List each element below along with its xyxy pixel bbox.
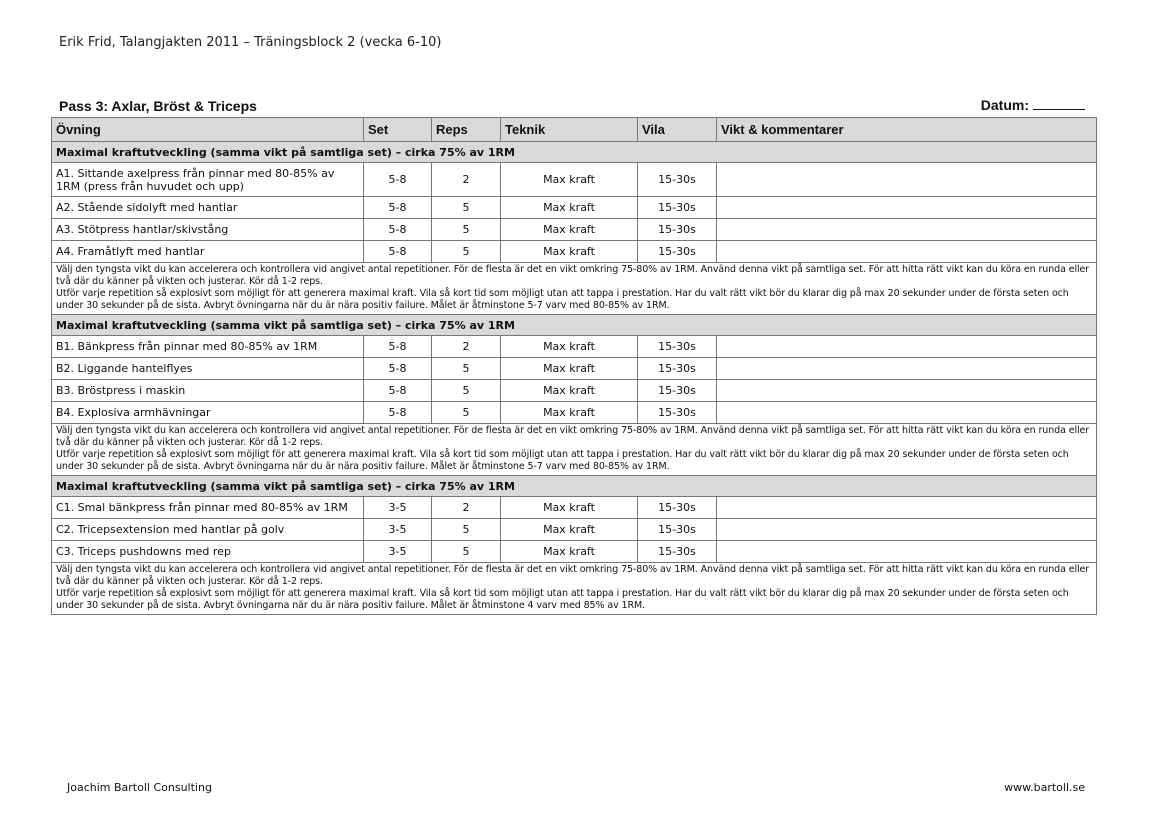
exercise-name: A4. Framåtlyft med hantlar <box>52 241 364 263</box>
set-cell: 3-5 <box>364 497 432 519</box>
set-cell: 3-5 <box>364 519 432 541</box>
col-header-comments: Vikt & kommentarer <box>717 118 1097 142</box>
set-cell: 5-8 <box>364 241 432 263</box>
table-row <box>52 380 1097 402</box>
set-cell: 5-8 <box>364 219 432 241</box>
reps-cell: 5 <box>432 519 501 541</box>
rest-cell: 15-30s <box>638 402 717 424</box>
instructions-execution: Utför varje repetition så explosivt som möjligt för att generera maximal kraft. Vila så kort tid som möjligt utan att tappa i prestation. Har du valt rätt vikt bör du klarar dig på max 20 sekunder under de första seten och under 30 sekunder på de sista. Avbryt övningarna när du är nära positiv failure. Målet är åtminstone 5-7 varv med 80-85% av 1RM. <box>56 288 1069 311</box>
instructions-weight: Välj den tyngsta vikt du kan accelerera och kontrollera vid angivet antal repetitioner. För de flesta är det en vikt omkring 75-80% av 1RM. Använd denna vikt på samtliga set. För att hitta rätt vikt kan du köra en runda eller två där du känner på vikten och justerar. Kör då 1-2 reps. <box>56 425 1090 448</box>
technique-cell: Max kraft <box>501 219 638 241</box>
workout-table <box>51 117 1097 615</box>
table-row <box>52 519 1097 541</box>
reps-cell: 5 <box>432 380 501 402</box>
section-row <box>52 315 1097 336</box>
technique-cell: Max kraft <box>501 497 638 519</box>
comment-cell[interactable] <box>717 197 1097 219</box>
set-cell: 5-8 <box>364 163 432 197</box>
reps-cell: 5 <box>432 541 501 563</box>
rest-cell: 15-30s <box>638 336 717 358</box>
reps-cell: 5 <box>432 197 501 219</box>
technique-cell: Max kraft <box>501 519 638 541</box>
date-blank-line <box>1033 97 1085 110</box>
col-header-reps: Reps <box>432 118 501 142</box>
exercise-name: A2. Stående sidolyft med hantlar <box>52 197 364 219</box>
technique-cell: Max kraft <box>501 197 638 219</box>
reps-cell: 5 <box>432 219 501 241</box>
rest-cell: 15-30s <box>638 380 717 402</box>
table-row <box>52 197 1097 219</box>
date-field <box>981 97 1085 113</box>
comment-cell[interactable] <box>717 241 1097 263</box>
col-header-set: Set <box>364 118 432 142</box>
reps-cell: 5 <box>432 402 501 424</box>
set-cell: 5-8 <box>364 358 432 380</box>
col-header-exercise: Övning <box>52 118 364 142</box>
comment-cell[interactable] <box>717 380 1097 402</box>
instructions-cell <box>52 263 1097 315</box>
instructions-weight: Välj den tyngsta vikt du kan accelerera och kontrollera vid angivet antal repetitioner. För de flesta är det en vikt omkring 75-80% av 1RM. Använd denna vikt på samtliga set. För att hitta rätt vikt kan du köra en runda eller två där du känner på vikten och justerar. Kör då 1-2 reps. <box>56 564 1090 587</box>
section-title: Maximal kraftutveckling (samma vikt på samtliga set) – cirka 75% av 1RM <box>52 315 1097 336</box>
col-header-technique: Teknik <box>501 118 638 142</box>
col-header-rest: Vila <box>638 118 717 142</box>
technique-cell: Max kraft <box>501 163 638 197</box>
instructions-weight: Välj den tyngsta vikt du kan accelerera och kontrollera vid angivet antal repetitioner. För de flesta är det en vikt omkring 75-80% av 1RM. Använd denna vikt på samtliga set. För att hitta rätt vikt kan du köra en runda eller två där du känner på vikten och justerar. Kör då 1-2 reps. <box>56 264 1090 287</box>
comment-cell[interactable] <box>717 402 1097 424</box>
rest-cell: 15-30s <box>638 197 717 219</box>
comment-cell[interactable] <box>717 358 1097 380</box>
rest-cell: 15-30s <box>638 497 717 519</box>
exercise-name: A3. Stötpress hantlar/skivstång <box>52 219 364 241</box>
set-cell: 5-8 <box>364 380 432 402</box>
comment-cell[interactable] <box>717 541 1097 563</box>
rest-cell: 15-30s <box>638 541 717 563</box>
instructions-row <box>52 263 1097 315</box>
table-row <box>52 219 1097 241</box>
exercise-name: B3. Bröstpress i maskin <box>52 380 364 402</box>
comment-cell[interactable] <box>717 336 1097 358</box>
technique-cell: Max kraft <box>501 358 638 380</box>
footer-company: Joachim Bartoll Consulting <box>67 781 212 794</box>
exercise-name: B4. Explosiva armhävningar <box>52 402 364 424</box>
instructions-row <box>52 424 1097 476</box>
reps-cell: 2 <box>432 163 501 197</box>
technique-cell: Max kraft <box>501 402 638 424</box>
instructions-execution: Utför varje repetition så explosivt som möjligt för att generera maximal kraft. Vila så kort tid som möjligt utan att tappa i prestation. Har du valt rätt vikt bör du klarar dig på max 20 sekunder under de första seten och under 30 sekunder på de sista. Avbryt övningarna när du är nära positiv failure. Målet är åtminstone 5-7 varv med 80-85% av 1RM. <box>56 449 1069 472</box>
set-cell: 5-8 <box>364 197 432 219</box>
rest-cell: 15-30s <box>638 519 717 541</box>
comment-cell[interactable] <box>717 219 1097 241</box>
reps-cell: 2 <box>432 336 501 358</box>
set-cell: 5-8 <box>364 402 432 424</box>
instructions-cell <box>52 563 1097 615</box>
table-row <box>52 163 1097 197</box>
exercise-name: B1. Bänkpress från pinnar med 80-85% av 1RM <box>52 336 364 358</box>
table-row <box>52 497 1097 519</box>
exercise-name: A1. Sittande axelpress från pinnar med 80-85% av 1RM (press från huvudet och upp) <box>52 163 364 197</box>
exercise-name: C3. Triceps pushdowns med rep <box>52 541 364 563</box>
set-cell: 3-5 <box>364 541 432 563</box>
instructions-cell <box>52 424 1097 476</box>
table-row <box>52 541 1097 563</box>
reps-cell: 5 <box>432 358 501 380</box>
date-label: Datum: <box>980 97 1029 113</box>
table-row <box>52 336 1097 358</box>
section-row <box>52 142 1097 163</box>
rest-cell: 15-30s <box>638 358 717 380</box>
document-header: Erik Frid, Talangjakten 2011 – Träningsblock 2 (vecka 6-10) <box>59 35 442 50</box>
table-row <box>52 358 1097 380</box>
rest-cell: 15-30s <box>638 163 717 197</box>
instructions-row <box>52 563 1097 615</box>
section-title: Maximal kraftutveckling (samma vikt på samtliga set) – cirka 75% av 1RM <box>52 142 1097 163</box>
comment-cell[interactable] <box>717 163 1097 197</box>
reps-cell: 2 <box>432 497 501 519</box>
section-row <box>52 476 1097 497</box>
set-cell: 5-8 <box>364 336 432 358</box>
pass-title: Pass 3: Axlar, Bröst & Triceps <box>59 98 257 114</box>
section-title: Maximal kraftutveckling (samma vikt på samtliga set) – cirka 75% av 1RM <box>52 476 1097 497</box>
exercise-name: C2. Tricepsextension med hantlar på golv <box>52 519 364 541</box>
table-header-row <box>52 118 1097 142</box>
exercise-name: B2. Liggande hantelflyes <box>52 358 364 380</box>
table-row <box>52 402 1097 424</box>
technique-cell: Max kraft <box>501 336 638 358</box>
instructions-execution: Utför varje repetition så explosivt som möjligt för att generera maximal kraft. Vila så kort tid som möjligt utan att tappa i prestation. Har du valt rätt vikt bör du klarar dig på max 20 sekunder under de första seten och under 30 sekunder på de sista. Avbryt övningarna när du är nära positiv failure. Målet är åtminstone 4 varv med 85% av 1RM. <box>56 588 1069 611</box>
table-row <box>52 241 1097 263</box>
rest-cell: 15-30s <box>638 241 717 263</box>
technique-cell: Max kraft <box>501 380 638 402</box>
exercise-name: C1. Smal bänkpress från pinnar med 80-85% av 1RM <box>52 497 364 519</box>
comment-cell[interactable] <box>717 497 1097 519</box>
footer-website-link[interactable]: www.bartoll.se <box>1004 781 1085 794</box>
reps-cell: 5 <box>432 241 501 263</box>
technique-cell: Max kraft <box>501 241 638 263</box>
rest-cell: 15-30s <box>638 219 717 241</box>
technique-cell: Max kraft <box>501 541 638 563</box>
comment-cell[interactable] <box>717 519 1097 541</box>
